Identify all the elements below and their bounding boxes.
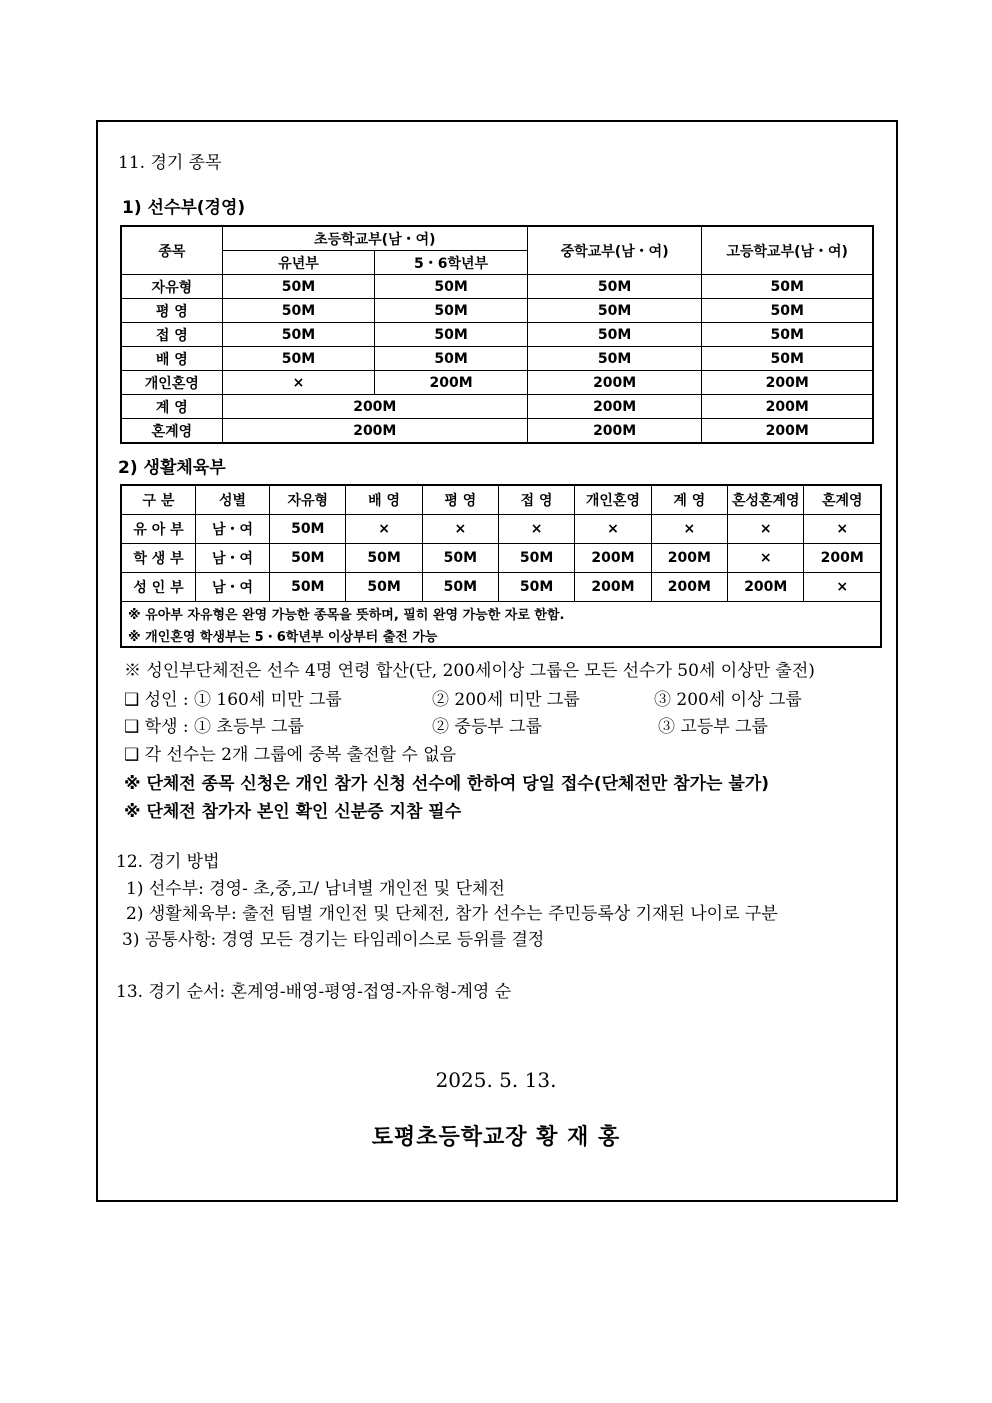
table-row [121, 515, 881, 544]
value-cell: 200M [222, 419, 527, 444]
section-11-title: 11. 경기 종목 [118, 153, 222, 173]
value-cell: 200M [375, 371, 528, 395]
event-cell: 접 영 [121, 323, 222, 347]
value-cell: 50M [702, 299, 873, 323]
value-cell: 200M [702, 395, 873, 419]
method-line-3: 3) 공통사항: 경영 모든 경기는 타임레이스로 등위를 결정 [122, 930, 545, 950]
table-row [121, 323, 873, 347]
value-cell: 200M [651, 544, 727, 573]
value-cell: × [222, 371, 375, 395]
value-cell: 200M [222, 395, 527, 419]
signer-name: 토평초등학교장 황 재 홍 [371, 1124, 621, 1150]
header-cell: 자유형 [270, 485, 346, 515]
note-adult-group-2: ② 200세 미만 그룹 [432, 690, 580, 710]
value-cell: 50M [222, 299, 375, 323]
community-event-table [120, 484, 882, 648]
row-label: 유 아 부 [121, 515, 195, 544]
subsection-athlete-title: 1) 선수부(경영) [122, 198, 246, 218]
note-adult-group-1: ❑ 성인 : ① 160세 미만 그룹 [124, 690, 342, 710]
row-label: 학 생 부 [121, 544, 195, 573]
note-adult-group-3: ③ 200세 이상 그룹 [654, 690, 802, 710]
value-cell: 200M [651, 573, 727, 602]
value-cell: 50M [527, 323, 702, 347]
value-cell: 50M [375, 347, 528, 371]
value-cell: 50M [222, 323, 375, 347]
section-13-title: 13. 경기 순서: 혼계영-배영-평영-접영-자유형-계영 순 [116, 982, 512, 1002]
header-cell: 혼성혼계영 [728, 485, 804, 515]
value-cell: 50M [702, 347, 873, 371]
subsection-community-title: 2) 생활체육부 [118, 458, 226, 478]
value-cell: 200M [527, 395, 702, 419]
value-cell: 50M [222, 275, 375, 299]
value-cell: × [728, 515, 804, 544]
value-cell: 50M [270, 544, 346, 573]
event-cell: 평 영 [121, 299, 222, 323]
value-cell: 200M [527, 419, 702, 444]
event-cell: 개인혼영 [121, 371, 222, 395]
value-cell: 50M [702, 275, 873, 299]
row-label: 성 인 부 [121, 573, 195, 602]
value-cell: 200M [804, 544, 881, 573]
method-line-2: 2) 생활체육부: 출전 팀별 개인전 및 단체전, 참가 선수는 주민등록상 기재된 나이로 구분 [126, 904, 778, 924]
header-cell: 혼계영 [804, 485, 881, 515]
table-row [121, 275, 873, 299]
value-cell: 200M [728, 573, 804, 602]
note-team-age: ※ 성인부단체전은 선수 4명 연령 합산(단, 200세이상 그룹은 모든 선수가 50세 이상만 출전) [124, 661, 815, 681]
table-row [121, 371, 873, 395]
value-cell: 50M [270, 573, 346, 602]
header-cell: 개인혼영 [575, 485, 651, 515]
athlete-event-table [120, 225, 874, 444]
value-cell: 50M [527, 275, 702, 299]
note-student-group-1: ❑ 학생 : ① 초등부 그룹 [124, 717, 304, 737]
method-line-1: 1) 선수부: 경영- 초,중,고/ 남녀별 개인전 및 단체전 [126, 879, 505, 899]
event-cell: 자유형 [121, 275, 222, 299]
event-cell: 혼계영 [121, 419, 222, 444]
value-cell: 50M [527, 347, 702, 371]
table-row [121, 299, 873, 323]
header-event: 종목 [121, 226, 222, 275]
header-cell: 성별 [195, 485, 269, 515]
header-cell: 구 분 [121, 485, 195, 515]
table-row [121, 347, 873, 371]
value-cell: 50M [375, 299, 528, 323]
header-cell: 계 영 [651, 485, 727, 515]
value-cell: 50M [222, 347, 375, 371]
table-row [121, 419, 873, 444]
event-cell: 계 영 [121, 395, 222, 419]
value-cell: 200M [527, 371, 702, 395]
document-date: 2025. 5. 13. [435, 1068, 557, 1092]
value-cell: × [346, 515, 422, 544]
value-cell: 200M [702, 371, 873, 395]
value-cell: × [651, 515, 727, 544]
value-cell: × [804, 573, 881, 602]
header-cell: 접 영 [498, 485, 574, 515]
table-row [121, 395, 873, 419]
table-row [121, 544, 881, 573]
value-cell: 50M [498, 573, 574, 602]
header-elementary-56: 5・6학년부 [375, 251, 528, 275]
value-cell: 50M [346, 573, 422, 602]
note-no-duplicate: ❑ 각 선수는 2개 그룹에 중복 출전할 수 없음 [124, 745, 457, 765]
value-cell: 50M [498, 544, 574, 573]
note-id-required: ※ 단체전 참가자 본인 확인 신분증 지참 필수 [124, 802, 462, 822]
header-cell: 배 영 [346, 485, 422, 515]
value-cell: 200M [575, 544, 651, 573]
event-cell: 배 영 [121, 347, 222, 371]
header-cell: 평 영 [422, 485, 498, 515]
value-cell: × [575, 515, 651, 544]
note-team-application: ※ 단체전 종목 신청은 개인 참가 신청 선수에 한하여 당일 접수(단체전만 참가는 불가) [124, 774, 770, 794]
table-row [121, 573, 881, 602]
table-note: ※ 개인혼영 학생부는 5・6학년부 이상부터 출전 가능 [121, 624, 881, 647]
value-cell: × [804, 515, 881, 544]
value-cell: × [728, 544, 804, 573]
value-cell: × [498, 515, 574, 544]
value-cell: 50M [527, 299, 702, 323]
value-cell: 50M [422, 544, 498, 573]
value-cell: 남・여 [195, 544, 269, 573]
header-high: 고등학교부(남・여) [702, 226, 873, 275]
value-cell: 50M [375, 275, 528, 299]
value-cell: 200M [702, 419, 873, 444]
value-cell: × [422, 515, 498, 544]
value-cell: 남・여 [195, 573, 269, 602]
header-elementary-junior: 유년부 [222, 251, 375, 275]
value-cell: 50M [422, 573, 498, 602]
section-12-title: 12. 경기 방법 [116, 852, 220, 872]
note-student-group-3: ③ 고등부 그룹 [658, 717, 768, 737]
value-cell: 50M [270, 515, 346, 544]
value-cell: 200M [575, 573, 651, 602]
value-cell: 남・여 [195, 515, 269, 544]
value-cell: 50M [346, 544, 422, 573]
value-cell: 50M [702, 323, 873, 347]
note-student-group-2: ② 중등부 그룹 [432, 717, 542, 737]
header-middle: 중학교부(남・여) [527, 226, 702, 275]
header-elementary: 초등학교부(남・여) [222, 226, 527, 251]
value-cell: 50M [375, 323, 528, 347]
table-note: ※ 유아부 자유형은 완영 가능한 종목을 뜻하며, 필히 완영 가능한 자로 한함. [121, 602, 881, 625]
